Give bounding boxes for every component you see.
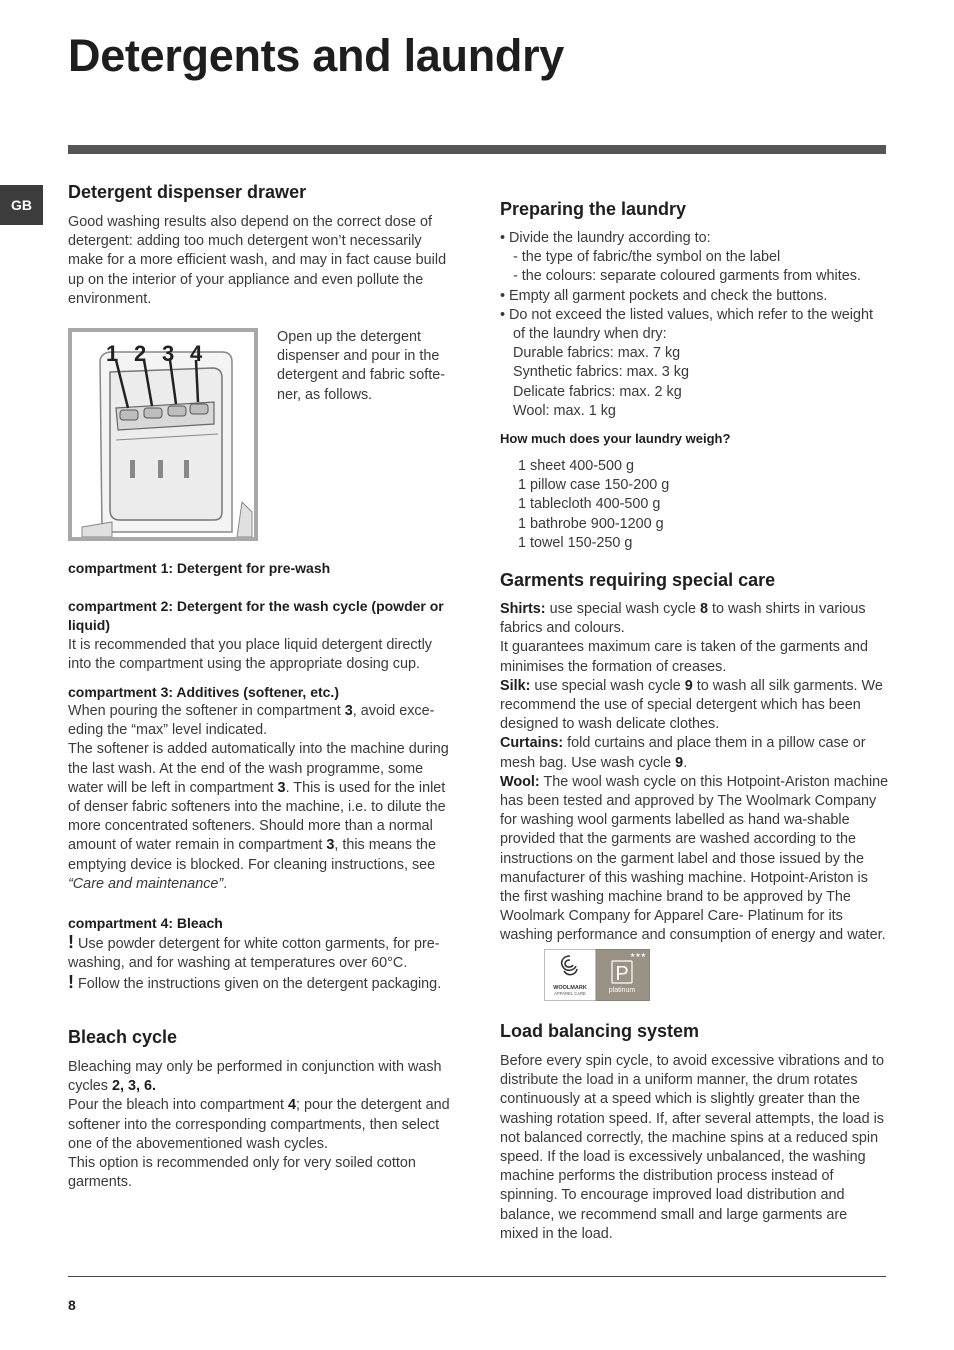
compartment-2-text: It is recommended that you place liquid detergent directly into the compartment using the appropriate dosing cup. — [68, 637, 432, 673]
compartment-label-1: 1 — [106, 341, 119, 366]
compartment-label-3: 3 — [162, 341, 175, 366]
dispenser-drawing — [72, 332, 254, 537]
warning-icon: ! — [68, 972, 74, 993]
footer-rule — [68, 1276, 886, 1277]
list-item: Synthetic fabrics: max. 3 kg — [513, 364, 689, 381]
weigh-heading: How much does your laundry weigh? — [500, 431, 731, 446]
bleach-heading: Bleach cycle — [68, 1027, 178, 1047]
compartment-3-heading: compartment 3: Additives (softener, etc.) — [68, 684, 339, 700]
list-item: 1 towel 150-250 g — [518, 534, 633, 551]
compartment-label-2: 2 — [134, 341, 147, 366]
list-item: • Empty all garment pockets and check the buttons. — [500, 287, 828, 304]
woolmark-platinum-badge — [544, 949, 650, 1001]
compartment-1-heading: compartment 1: Detergent for pre-wash — [68, 560, 331, 576]
load-balancing-heading: Load balancing system — [500, 1021, 700, 1041]
special-care-heading: Garments requiring special care — [500, 570, 776, 590]
list-item: 1 pillow case 150-200 g — [518, 477, 670, 494]
list-item: - the colours: separate coloured garments from whites. — [513, 268, 861, 285]
dispenser-intro: Good washing results also depend on the correct dose of detergent: adding too much detergent won’t necessarily make for a more efficient wash, and may in fact cause build up on the interior of your appliance and even pollute the environment. — [68, 214, 447, 307]
compartment-3-text: When pouring the softener in compartment 3, avoid exce-eding the “max” level indicated. The softener is added automatically into the machine during the last wash. At the end of the wash programme, some water will be left in compartment 3. This is used for the inlet of denser fabric softeners into the machine, i.e. to dilute the more concentrated softeners. Should more than a normal amount of water remain in compartment 3, this means the emptying device is blocked. For cleaning instructions, see “Care and maintenance”. — [68, 703, 449, 892]
dispenser-heading: Detergent dispenser drawer — [68, 182, 307, 202]
list-item: 1 bathrobe 900-1200 g — [518, 515, 664, 532]
warning-icon: ! — [68, 932, 74, 952]
badge-platinum-letter: P — [615, 963, 629, 985]
badge-stars: ★★★ — [629, 952, 647, 959]
badge-platinum-text: platinum — [608, 987, 636, 994]
list-item: Wool: max. 1 kg — [513, 402, 616, 419]
header-rule — [68, 145, 886, 154]
page-title: Detergents and laundry — [68, 30, 565, 81]
compartment-4-heading: compartment 4: Bleach — [68, 915, 223, 931]
page-number: 8 — [68, 1297, 76, 1313]
weights-list — [518, 457, 888, 553]
list-item: • Do not exceed the listed values, which refer to the weight — [500, 306, 874, 323]
preparing-heading: Preparing the laundry — [500, 199, 687, 219]
list-item: of the laundry when dry: — [513, 326, 667, 343]
load-balancing-text: Before every spin cycle, to avoid excessive vibrations and to distribute the load in a uniform manner, the drum rotates continuously at a speed which is slightly greater than the washing rotation speed. If, after several attempts, the load is not balanced correctly, the machine spins at a reduced spin speed. If the load is excessively unbalanced, the washing machine performs the distribution process instead of spinning. To encourage improved load distribution and balance, we recommend small and large garments are mixed in the load. — [500, 1053, 884, 1242]
list-item: - the type of fabric/the symbol on the label — [513, 249, 781, 266]
list-item: Durable fabrics: max. 7 kg — [513, 345, 681, 362]
list-item: Delicate fabrics: max. 2 kg — [513, 383, 682, 400]
list-item: • Divide the laundry according to: — [500, 230, 711, 246]
compartment-2-heading: compartment 2: Detergent for the wash cycle (powder or liquid) — [68, 598, 444, 633]
dispenser-side-text: Open up the detergent dispenser and pour in the detergent and fabric softe-ner, as follows. — [277, 329, 445, 403]
list-item: 1 sheet 400-500 g — [518, 458, 635, 474]
language-tab: GB — [0, 185, 43, 225]
dispenser-illustration — [68, 328, 258, 541]
badge-apparel-text: APPAREL CARE — [554, 991, 586, 996]
compartment-label-4: 4 — [190, 341, 203, 366]
badge-woolmark-text: WOOLMARK — [553, 985, 587, 991]
bleach-text: Bleaching may only be performed in conjunction with wash cycles 2, 3, 6. Pour the bleach into compartment 4; pour the detergent and softener into the corresponding compartments, then select one of the abovementioned wash cycles. This option is recommended only for very soiled cotton garments. — [68, 1059, 450, 1191]
special-care-text: Shirts: use special wash cycle 8 to wash shirts in various fabrics and colours. It guarantees maximum care is taken of the garments and minimises the formation of creases. Silk: use special wash cycle 9 to wash all silk garments. We recommend the use of special detergent which has been designed to wash delicate clothes. Curtains: fold curtains and place them in a pillow case or mesh bag. Use wash cycle 9. Wool: The wool wash cycle on this Hotpoint-Ariston machine has been tested and approved by The Woolmark Company for washing wool garments labelled as hand wa-shable provided that the garments are washed according to the instructions on the garment label and those issued by the manufacturer of this washing machine. Hotpoint-Ariston is the first washing machine brand to be approved by The Woolmark Company for Apparel Care- Platinum for its washing performance and consumption of energy and water. — [500, 601, 889, 944]
woolmark-logo-icon — [544, 949, 650, 1001]
list-item: 1 tablecloth 400-500 g — [518, 496, 661, 513]
preparing-list — [500, 229, 890, 421]
bleach-warnings: ! Use powder detergent for white cotton garments, for pre-washing, and for washing at temperatures over 60°C. ! Follow the instructions given on the detergent packaging. — [68, 932, 442, 993]
